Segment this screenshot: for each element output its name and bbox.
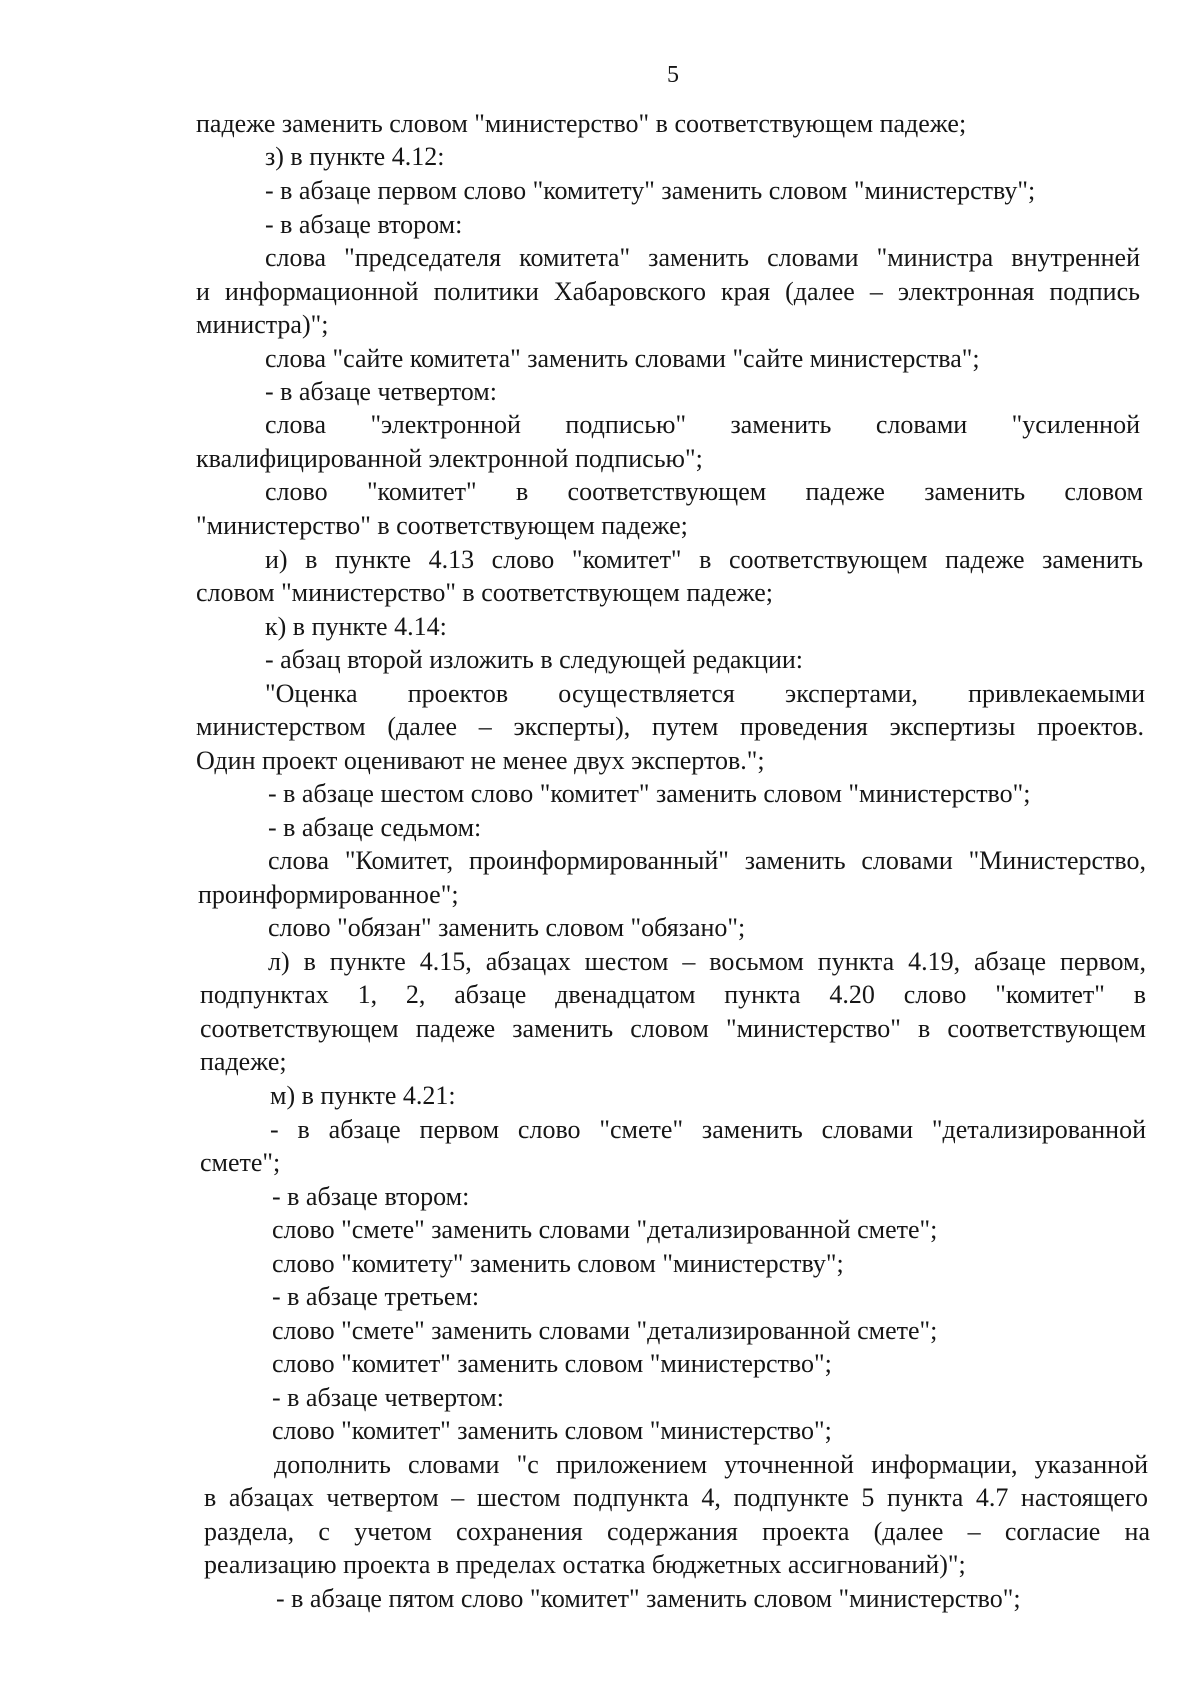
text-line: смете"; [200,1148,281,1177]
text-line: проинформированное"; [198,880,459,909]
text-line: слова "сайте комитета" заменить словами "сайте министерства"; [265,344,980,373]
text-line: слово "смете" заменить словами "детализированной смете"; [272,1316,938,1345]
text-line: слово "комитету" заменить словом "министерству"; [272,1249,844,1278]
text-line: соответствующем падеже заменить словом "министерство" в соответствующем [200,1014,1146,1043]
text-line: слово "обязан" заменить словом "обязано"; [268,913,746,942]
text-line: Один проект оценивают не менее двух экспертов."; [196,746,765,775]
text-line: министерством (далее – эксперты), путем проведения экспертизы проектов. [196,712,1144,741]
text-line: падеже заменить словом "министерство" в соответствующем падеже; [196,109,967,138]
text-line: - в абзаце втором: [265,210,463,239]
text-line: слово "комитет" заменить словом "министерство"; [272,1416,832,1445]
text-line: л) в пункте 4.15, абзацах шестом – восьмом пункта 4.19, абзаце первом, [268,947,1146,976]
text-line: квалифицированной электронной подписью"; [196,444,703,473]
text-line: - в абзаце втором: [272,1182,470,1211]
page-number: 5 [667,62,679,88]
text-line: з) в пункте 4.12: [265,142,445,171]
text-line: министра)"; [196,310,329,339]
text-line: - в абзаце четвертом: [265,377,497,406]
text-line: и) в пункте 4.13 слово "комитет" в соответствующем падеже заменить [265,545,1143,574]
text-line: - в абзаце седьмом: [268,813,482,842]
text-line: словом "министерство" в соответствующем падеже; [196,578,773,607]
text-line: падеже; [200,1047,287,1076]
text-line: - в абзаце первом слово "комитету" заменить словом "министерству"; [265,176,1036,205]
text-line: слово "комитет" заменить словом "министерство"; [272,1349,832,1378]
text-line: м) в пункте 4.21: [270,1081,456,1110]
text-line: "министерство" в соответствующем падеже; [196,511,688,540]
text-line: слова "электронной подписью" заменить словами "усиленной [265,410,1140,439]
text-line: к) в пункте 4.14: [265,612,447,641]
text-line: - в абзаце четвертом: [272,1383,504,1412]
text-line: в абзацах четвертом – шестом подпункта 4, подпункте 5 пункта 4.7 настоящего [204,1483,1148,1512]
text-line: слова "Комитет, проинформированный" заменить словами "Министерство, [268,846,1146,875]
text-line: - абзац второй изложить в следующей редакции: [265,645,804,674]
text-line: подпунктах 1, 2, абзаце двенадцатом пункта 4.20 слово "комитет" в [200,980,1146,1009]
text-line: раздела, с учетом сохранения содержания проекта (далее – согласие на [204,1517,1150,1546]
text-line: и информационной политики Хабаровского края (далее – электронная подпись [196,277,1140,306]
text-line: слова "председателя комитета" заменить словами "министра внутренней [265,243,1140,272]
text-line: реализацию проекта в пределах остатка бюджетных ассигнований)"; [204,1550,966,1579]
text-line: - в абзаце пятом слово "комитет" заменить словом "министерство"; [276,1584,1021,1613]
text-line: - в абзаце третьем: [272,1282,480,1311]
text-line: слово "комитет" в соответствующем падеже заменить словом [265,477,1143,506]
text-line: слово "смете" заменить словами "детализированной смете"; [272,1215,938,1244]
text-line: "Оценка проектов осуществляется экспертами, привлекаемыми [265,679,1145,708]
text-line: - в абзаце шестом слово "комитет" заменить словом "министерство"; [268,779,1031,808]
text-line: дополнить словами "с приложением уточненной информации, указанной [274,1450,1148,1479]
text-line: - в абзаце первом слово "смете" заменить словами "детализированной [270,1115,1146,1144]
